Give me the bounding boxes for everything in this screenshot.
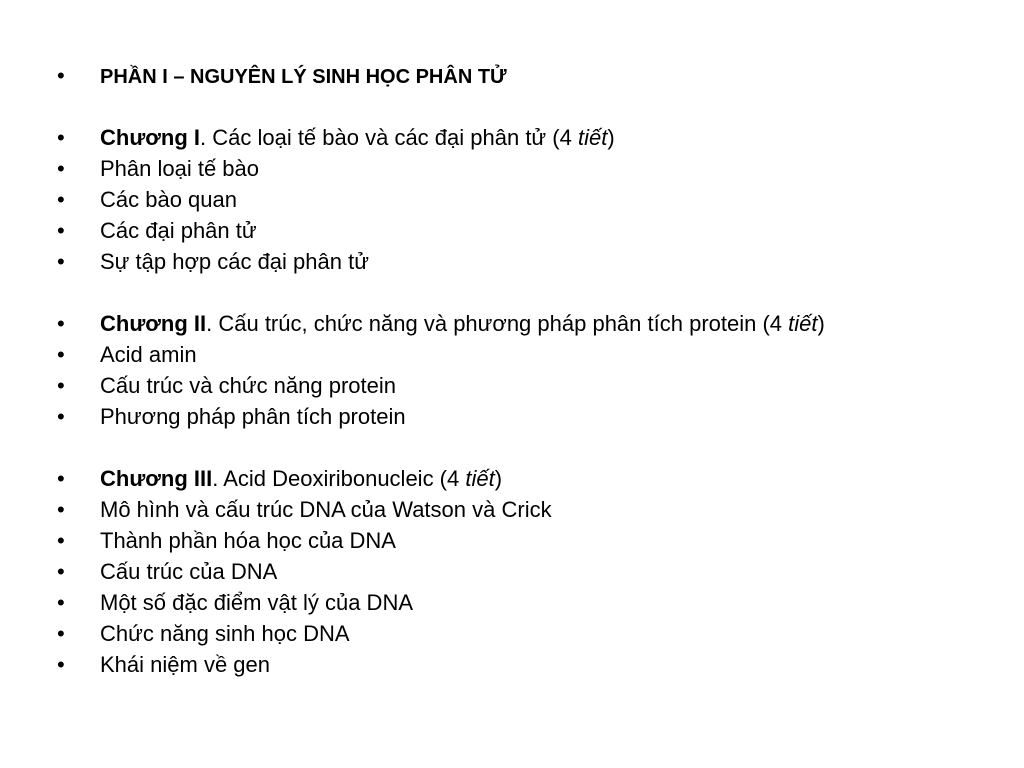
list-item-text: Phương pháp phân tích protein [100,404,406,429]
chapter-description: . Các loại tế bào và các đại phân tử (4 [200,125,578,150]
bullet: • [57,528,65,553]
bullet: • [57,342,65,367]
chapter-description: . Cấu trúc, chức năng và phương pháp phân tích protein (4 [206,311,789,336]
list-item-text: Cấu trúc của DNA [100,559,278,584]
chapter-close-paren: ) [494,466,503,491]
list-item-text: Khái niệm về gen [100,652,270,677]
chapter-period-word: tiết [788,311,818,336]
list-item [57,153,997,184]
list-item-text: Phân loại tế bào [100,156,260,181]
list-item [57,587,997,618]
list-item [57,215,997,246]
bullet: • [57,590,65,615]
chapter-heading [57,308,997,339]
list-item-text: Chức năng sinh học DNA [100,621,350,646]
list-item-text: Các bào quan [100,187,237,212]
list-item-text: Mô hình và cấu trúc DNA của Watson và Crick [100,497,552,522]
list-item [57,339,997,370]
list-item [57,494,997,525]
list-item-text: Một số đặc điểm vật lý của DNA [100,590,414,615]
bullet: • [57,404,65,429]
chapter-label: Chương III [100,466,213,491]
part-title-item [57,60,997,91]
list-item-text: Acid amin [100,342,197,367]
bullet: • [57,63,65,88]
bullet: • [57,652,65,677]
chapter-period-word: tiết [465,466,495,491]
bullet: • [57,187,65,212]
list-item-text: Sự tập hợp các đại phân tử [100,249,369,274]
bullet: • [57,559,65,584]
chapter-heading [57,463,997,494]
list-item [57,370,997,401]
outline-list [57,60,997,680]
bullet: • [57,125,65,150]
list-item-text: Thành phần hóa học của DNA [100,528,396,553]
part-title: PHẦN I – NGUYÊN LÝ SINH HỌC PHÂN TỬ [100,66,507,88]
chapter-label: Chương II [100,311,207,336]
list-item [57,184,997,215]
bullet: • [57,466,65,491]
bullet: • [57,249,65,274]
list-item [57,246,997,277]
bullet: • [57,497,65,522]
bullet: • [57,621,65,646]
bullet: • [57,218,65,243]
chapter-close-paren: ) [607,125,615,150]
chapter-period-word: tiết [577,125,608,150]
chapter-label: Chương I [100,125,200,150]
list-item [57,556,997,587]
bullet: • [57,373,65,398]
chapter-close-paren: ) [817,311,825,336]
list-item-text: Cấu trúc và chức năng protein [100,373,397,398]
list-item [57,401,997,432]
list-item-text: Các đại phân tử [100,218,257,243]
chapter-heading [57,122,997,153]
bullet: • [57,156,65,181]
list-item [57,618,997,649]
list-item [57,649,997,680]
chapter-description: . Acid Deoxiribonucleic (4 [212,466,466,491]
list-item [57,525,997,556]
bullet: • [57,311,65,336]
